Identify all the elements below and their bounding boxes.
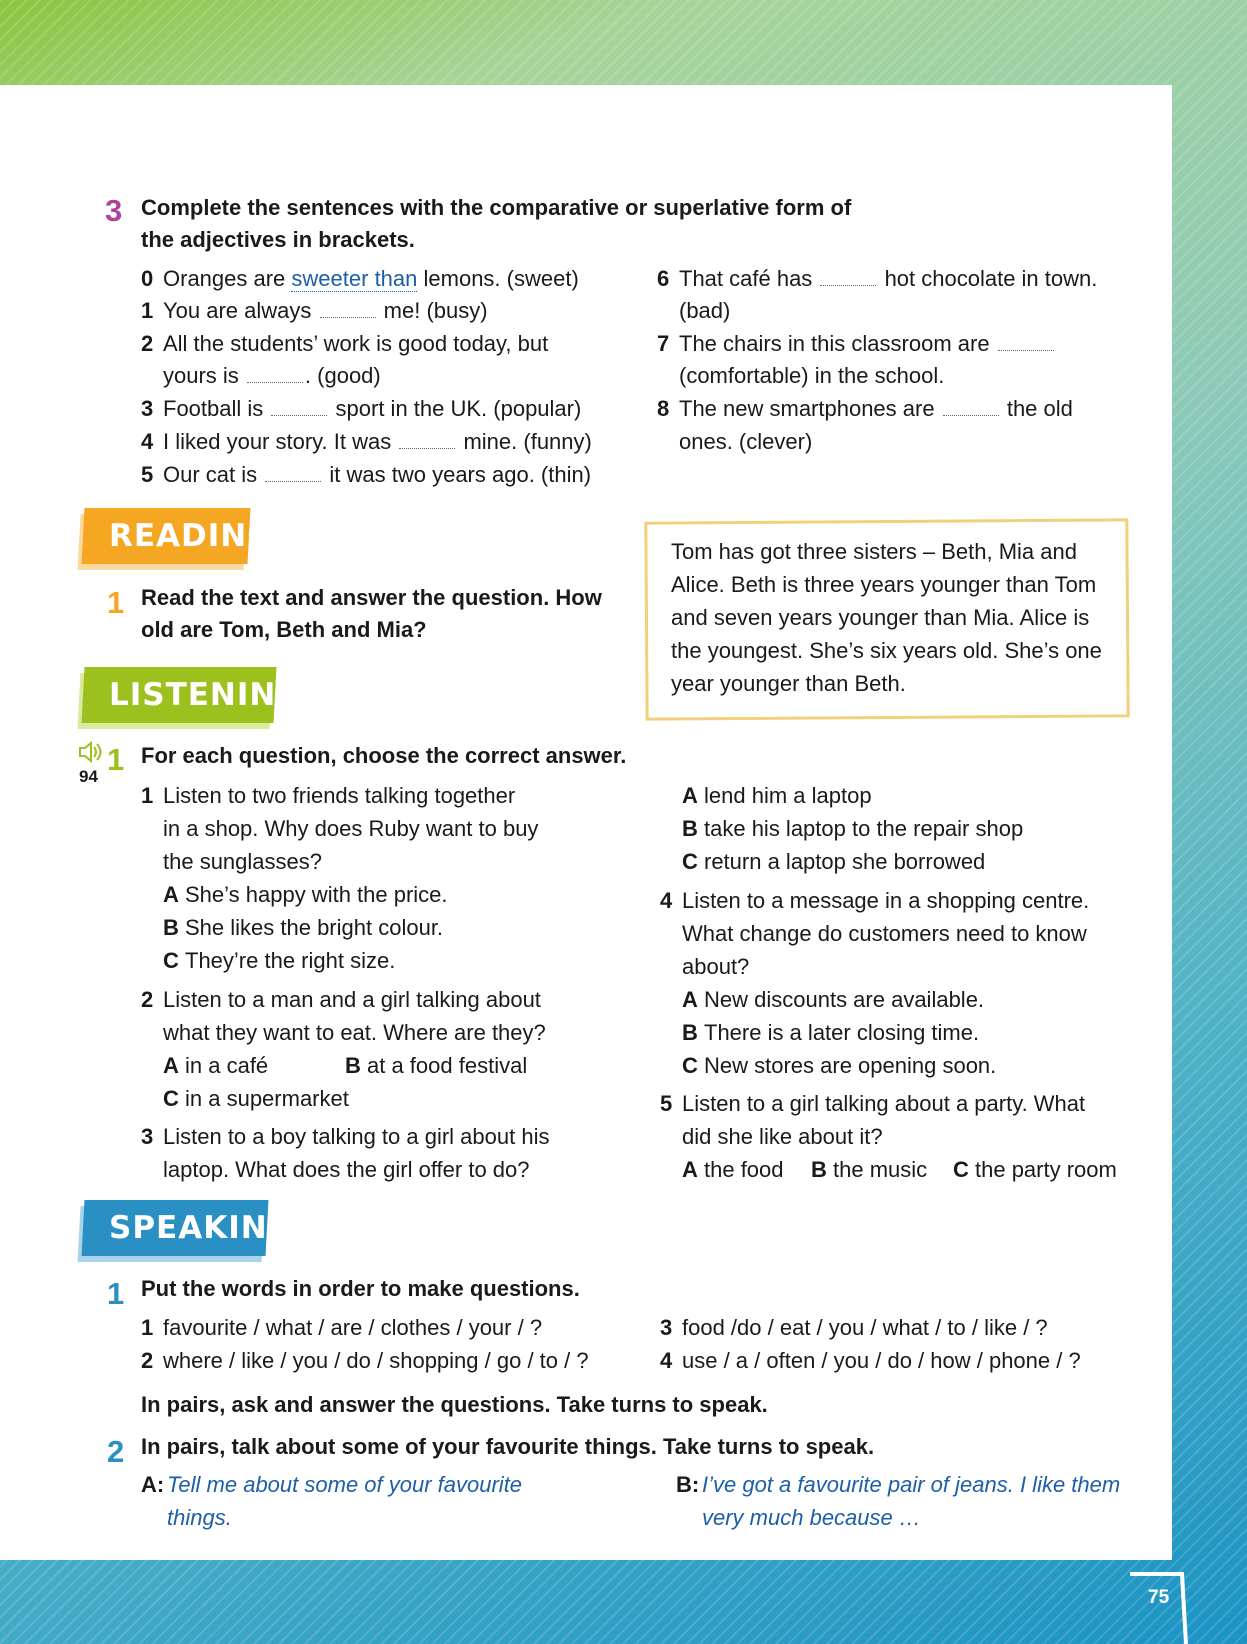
reading-question: old are Tom, Beth and Mia? [141,617,427,642]
option-c[interactable]: C return a laptop she borrowed [682,849,986,874]
audio-icon[interactable] [78,741,104,763]
question-5-line: did she like about it? [682,1124,883,1149]
speaker-b-line: I’ve got a favourite pair of jeans. I like them [702,1472,1121,1497]
question-3: 3 Listen to a boy talking to a girl about his [141,1124,550,1149]
question-4-line: about? [682,954,750,979]
reading-text-line: Alice. Beth is three years younger than Tom [671,572,1097,597]
reading-question: Read the text and answer the question. How [141,585,602,610]
speaker-b-line: very much because … [702,1505,921,1530]
exercise-instruction: the adjectives in brackets. [141,227,415,252]
sentence-3: 3 Football is sport in the UK. (popular) [141,396,582,421]
word-order-item: 4 use / a / often / you / do / how / phone / ? [660,1348,1081,1373]
audio-track-number: 94 [79,767,98,786]
sentence-7-cont: (comfortable) in the school. [679,363,945,388]
speaking-instruction: In pairs, talk about some of your favourite things. Take turns to speak. [141,1434,875,1459]
reading-text-line: and seven years younger than Mia. Alice is [671,605,1090,630]
sentence-8: 8 The new smartphones are the old [657,396,1073,421]
question-4-line: What change do customers need to know [682,921,1087,946]
option-a[interactable]: A in a café [163,1053,269,1078]
speaking-exercise-number: 2 [107,1434,125,1469]
option-b[interactable]: B at a food festival [345,1053,528,1078]
sentence-5: 5 Our cat is it was two years ago. (thin) [141,462,592,487]
listening-exercise-number: 1 [107,742,125,777]
word-order-item: 2 where / like / you / do / shopping / go / to / ? [141,1348,589,1373]
option-c[interactable]: C in a supermarket [163,1086,349,1111]
question-5: 5 Listen to a girl talking about a party. What [660,1091,1086,1116]
option-a[interactable]: A New discounts are available. [682,987,985,1012]
option-a[interactable]: A She’s happy with the price. [163,882,448,907]
sentence-2: 2 All the students’ work is good today, but [141,331,549,356]
answer-blank[interactable] [320,301,376,318]
question-1-line: the sunglasses? [163,849,322,874]
speaking-followup: In pairs, ask and answer the questions. Take turns to speak. [141,1392,768,1417]
reading-banner: READING [82,508,251,564]
answer-blank[interactable] [271,399,327,416]
question-1: 1 Listen to two friends talking together [141,783,516,808]
exercise-number: 3 [105,193,123,228]
speaker-a-label: A: [141,1472,165,1497]
answer-blank[interactable] [265,465,321,482]
speaking-exercise-number: 1 [107,1276,125,1311]
option-c[interactable]: C New stores are opening soon. [682,1053,997,1078]
answer-blank[interactable] [247,366,303,383]
reading-text-line: the youngest. She’s six years old. She’s one [671,638,1102,663]
sentence-6: 6 That café has hot chocolate in town. [657,266,1098,291]
answer-blank[interactable] [820,269,876,286]
sentence-6-cont: (bad) [679,298,731,323]
word-order-item: 1 favourite / what / are / clothes / your / ? [141,1315,543,1340]
sentence-1: 1 You are always me! (busy) [141,298,488,323]
question-3-line: laptop. What does the girl offer to do? [163,1157,530,1182]
listening-instruction: For each question, choose the correct answer. [141,743,627,768]
answer-blank[interactable] [943,399,999,416]
sentence-2-cont: yours is . (good) [163,363,381,388]
option-c[interactable]: C the party room [953,1157,1117,1182]
reading-text-line: Tom has got three sisters – Beth, Mia and [671,539,1077,564]
option-b[interactable]: B the music [811,1157,928,1182]
option-b[interactable]: B take his laptop to the repair shop [682,816,1024,841]
speaking-banner: SPEAKING [82,1200,269,1256]
sentence-0: 0 Oranges are sweeter than lemons. (sweet) [141,266,579,291]
page-number: 75 [1148,1587,1170,1608]
question-2-line: what they want to eat. Where are they? [163,1020,546,1045]
sentence-7: 7 The chairs in this classroom are [657,331,1056,357]
reading-text-line: year younger than Beth. [671,671,906,696]
listening-banner: LISTENING [82,667,277,723]
speaker-a-line: things. [167,1505,232,1530]
option-c[interactable]: C They’re the right size. [163,948,396,973]
word-order-item: 3 food /do / eat / you / what / to / like / ? [660,1315,1048,1340]
question-1-line: in a shop. Why does Ruby want to buy [163,816,539,841]
speaker-a-line: Tell me about some of your favourite [167,1472,523,1497]
reading-exercise-number: 1 [107,585,125,620]
speaker-b-label: B: [676,1472,700,1497]
option-a[interactable]: A lend him a laptop [682,783,872,808]
question-4: 4 Listen to a message in a shopping centre. [660,888,1090,913]
sentence-8-cont: ones. (clever) [679,429,813,454]
option-a[interactable]: A the food [682,1157,784,1182]
option-b[interactable]: B There is a later closing time. [682,1020,980,1045]
option-b[interactable]: B She likes the bright colour. [163,915,444,940]
sentence-4: 4 I liked your story. It was mine. (funny) [141,429,592,454]
speaking-instruction: Put the words in order to make questions. [141,1276,580,1301]
question-2: 2 Listen to a man and a girl talking about [141,987,541,1012]
answer-blank[interactable] [998,334,1054,351]
answer-blank[interactable] [399,432,455,449]
exercise-instruction: Complete the sentences with the comparative or superlative form of [141,195,852,220]
example-answer: sweeter than [291,266,418,291]
